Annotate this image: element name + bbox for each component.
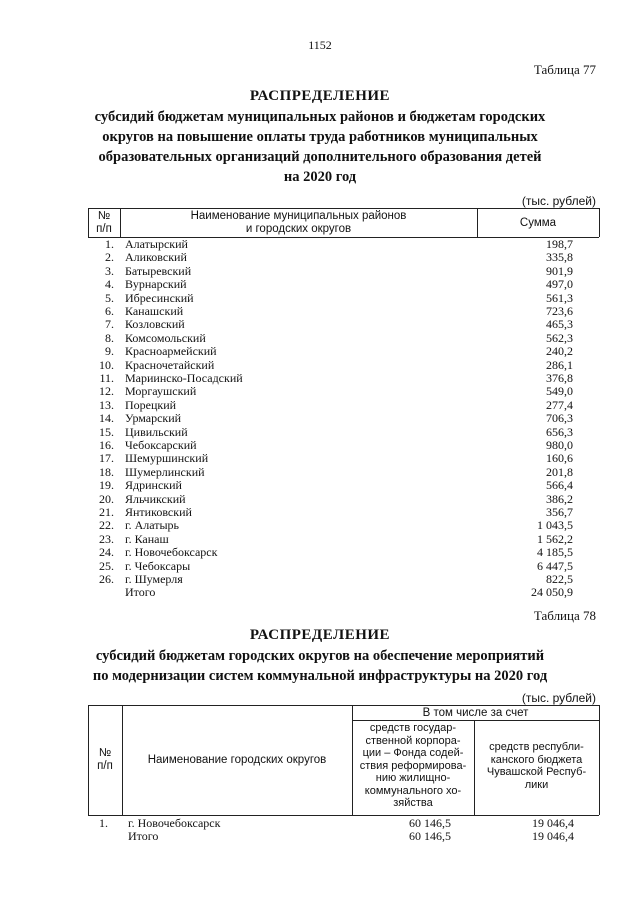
row-name: Аликовский <box>125 250 187 265</box>
row-name: Мариинско-Посадский <box>125 371 243 385</box>
subtitle-line: субсидий бюджетам муниципальных районов и бюджетам городских <box>94 109 546 125</box>
row-num: 9. <box>105 344 114 359</box>
table-78-units: (тыс. рублей) <box>521 691 596 705</box>
row-name: г. Новочебоксарск <box>125 545 218 560</box>
table-77-header-sum: Сумма <box>519 217 557 229</box>
row-name: Шемуршинский <box>125 451 209 466</box>
table-77-header-name <box>120 210 477 235</box>
header-col1-line: ции – Фонда содей- <box>362 747 464 759</box>
row-name: Урмарский <box>125 411 182 426</box>
table-78-header-group: В том числе за счет <box>422 707 529 719</box>
table-row <box>88 466 600 479</box>
table-78-header-name: Наименование городских округов <box>147 754 327 766</box>
table-77-label: Таблица 77 <box>533 62 596 77</box>
header-num-line: п/п <box>96 222 112 235</box>
row-num: 23. <box>99 531 114 546</box>
row-sum: 6 447,5 <box>537 558 573 573</box>
row-sum: 549,0 <box>546 384 573 399</box>
header-num-line: п/п <box>97 759 113 772</box>
row-sum: 198,7 <box>546 237 573 251</box>
row-sum: 901,9 <box>546 263 573 278</box>
row-num: 4. <box>105 277 114 292</box>
table-row <box>88 452 600 465</box>
row-num: 13. <box>99 397 114 412</box>
row-num: 3. <box>105 263 114 278</box>
table-78-header-top-border <box>88 705 599 706</box>
row-sum: 201,8 <box>546 464 573 479</box>
table-77-title: РАСПРЕДЕЛЕНИЕ <box>249 88 391 104</box>
header-name-line: Наименование муниципальных районов <box>190 210 407 222</box>
subtitle-line: по модернизации систем коммунальной инфраструктуры на 2020 год <box>92 668 548 684</box>
table-78-header-num <box>88 747 122 772</box>
header-col1-line: коммунального хо- <box>364 784 462 797</box>
row-num: 14. <box>99 411 114 426</box>
row-sum: 4 185,5 <box>537 545 573 560</box>
table-row <box>88 385 600 398</box>
row-name: Батыревский <box>125 263 192 278</box>
row-num: 16. <box>99 438 114 452</box>
table-78-label: Таблица 78 <box>533 608 596 623</box>
row-name: г. Алатырь <box>125 518 180 533</box>
row-name: Шумерлинский <box>125 464 205 479</box>
row-num: 6. <box>105 304 114 318</box>
header-col1-line: нию жилищно- <box>375 772 451 784</box>
row-sum: 980,0 <box>546 438 573 452</box>
table-row <box>88 399 600 412</box>
table-row <box>88 426 600 439</box>
row-name: Козловский <box>125 317 185 332</box>
header-col2-line: лики <box>524 778 549 791</box>
row-sum: 1 043,5 <box>537 518 573 533</box>
table-row <box>88 412 600 425</box>
row-num: 1. <box>99 816 108 830</box>
table-row <box>88 830 600 843</box>
table-row <box>88 506 600 519</box>
row-num: 18. <box>99 464 114 479</box>
row-num: 5. <box>105 290 114 305</box>
table-78-header-col1 <box>352 722 474 810</box>
header-col1-line: ствия реформирова- <box>359 759 467 772</box>
row-name: Красноармейский <box>125 344 217 359</box>
table-78-subtitle <box>0 646 640 686</box>
subtitle-line: округов на повышение оплаты труда работников муниципальных <box>102 129 538 145</box>
row-sum: 497,0 <box>546 277 573 292</box>
table-77-header-top-border <box>88 208 599 209</box>
row-num: 1. <box>105 237 114 251</box>
row-name: Яльчикский <box>125 491 186 506</box>
page-number: 1152 <box>308 38 332 52</box>
row-name: г. Канаш <box>125 531 169 546</box>
row-sum: 723,6 <box>546 304 573 318</box>
table-row <box>88 359 600 372</box>
row-sum: 24 050,9 <box>531 585 573 600</box>
row-name: Янтиковский <box>125 505 192 519</box>
header-col2-line: Чувашской Респуб- <box>486 766 587 778</box>
row-name: Итого <box>125 585 156 600</box>
row-num: 15. <box>99 424 114 439</box>
table-78-title: РАСПРЕДЕЛЕНИЕ <box>249 627 391 643</box>
header-col1-line: зяйства <box>393 797 433 809</box>
row-sum: 356,7 <box>546 505 573 519</box>
row-name: Вурнарский <box>125 277 187 292</box>
row-sum: 562,3 <box>546 330 573 345</box>
row-col1: 60 146,5 <box>409 829 451 843</box>
row-num: 12. <box>99 384 114 399</box>
row-name: Ибресинский <box>125 290 194 305</box>
row-sum: 376,8 <box>546 371 573 385</box>
table-row <box>88 493 600 506</box>
table-78-header-right-border <box>599 705 600 815</box>
table-78-header-col2 <box>474 741 599 791</box>
table-row <box>88 372 600 385</box>
row-sum: 465,3 <box>546 317 573 332</box>
row-name: г. Шумерля <box>125 572 183 586</box>
row-name: Красночетайский <box>125 357 215 372</box>
row-name: Комсомольский <box>125 330 206 345</box>
table-row <box>88 265 600 278</box>
row-name: Канашский <box>125 304 184 318</box>
row-col1: 60 146,5 <box>409 816 451 830</box>
row-sum: 160,6 <box>546 451 573 466</box>
table-row <box>88 251 600 264</box>
row-col2: 19 046,4 <box>532 816 574 830</box>
table-row <box>88 573 600 586</box>
row-sum: 822,5 <box>546 572 573 586</box>
row-sum: 286,1 <box>546 357 573 372</box>
table-78-group-divider <box>352 720 599 721</box>
row-name: г. Чебоксары <box>125 558 191 573</box>
row-num: 25. <box>99 558 114 573</box>
row-sum: 386,2 <box>546 491 573 506</box>
row-num: 11. <box>99 371 114 385</box>
header-col2-line: канского бюджета <box>490 753 583 766</box>
row-num: 8. <box>105 330 114 345</box>
row-num: 17. <box>99 451 114 466</box>
row-num: 24. <box>99 545 114 560</box>
row-num: 19. <box>99 478 114 493</box>
table-row <box>88 439 600 452</box>
row-num: 26. <box>99 572 114 586</box>
row-num: 7. <box>105 317 114 332</box>
header-num-line: № <box>97 210 111 222</box>
table-row <box>88 479 600 492</box>
header-col1-line: средств государ- <box>369 722 457 734</box>
table-row <box>88 817 600 830</box>
table-row <box>88 519 600 532</box>
row-name: Моргаушский <box>125 384 197 399</box>
table-row <box>88 278 600 291</box>
row-num: 22. <box>99 518 114 533</box>
subtitle-line: на 2020 год <box>283 169 357 185</box>
subtitle-line: субсидий бюджетам городских округов на обеспечение мероприятий <box>95 648 545 664</box>
row-num: 10. <box>99 357 114 372</box>
table-row <box>88 560 600 573</box>
row-num: 21. <box>99 505 114 519</box>
table-row <box>88 546 600 559</box>
row-sum: 240,2 <box>546 344 573 359</box>
table-row <box>88 533 600 546</box>
header-num-line: № <box>98 747 112 759</box>
row-sum: 706,3 <box>546 411 573 426</box>
row-sum: 656,3 <box>546 424 573 439</box>
table-row <box>88 318 600 331</box>
row-name: Порецкий <box>125 397 177 412</box>
table-77-header-num <box>88 210 120 235</box>
header-col2-line: средств республи- <box>489 741 584 753</box>
table-row <box>88 332 600 345</box>
row-name: Итого <box>128 829 159 843</box>
row-sum: 566,4 <box>546 478 573 493</box>
row-sum: 1 562,2 <box>537 531 573 546</box>
table-77-subtitle <box>0 107 640 187</box>
row-name: Чебоксарский <box>125 438 197 452</box>
row-num: 20. <box>99 491 114 506</box>
header-col1-line: ственной корпора- <box>365 734 461 747</box>
header-name-line: и городских округов <box>245 222 352 235</box>
table-77-units: (тыс. рублей) <box>521 194 596 208</box>
row-name: Алатырский <box>125 237 188 251</box>
row-sum: 335,8 <box>546 250 573 265</box>
row-name: Цивильский <box>125 424 188 439</box>
table-row <box>88 305 600 318</box>
row-name: г. Новочебоксарск <box>128 816 221 830</box>
row-col2: 19 046,4 <box>532 829 574 843</box>
row-sum: 277,4 <box>546 397 573 412</box>
row-sum: 561,3 <box>546 290 573 305</box>
table-77-header-right-border <box>599 208 600 237</box>
table-row <box>88 586 600 599</box>
row-name: Ядринский <box>125 478 182 493</box>
table-row <box>88 238 600 251</box>
subtitle-line: образовательных организаций дополнительного образования детей <box>98 149 542 165</box>
table-row <box>88 345 600 358</box>
table-row <box>88 292 600 305</box>
row-num: 2. <box>105 250 114 265</box>
